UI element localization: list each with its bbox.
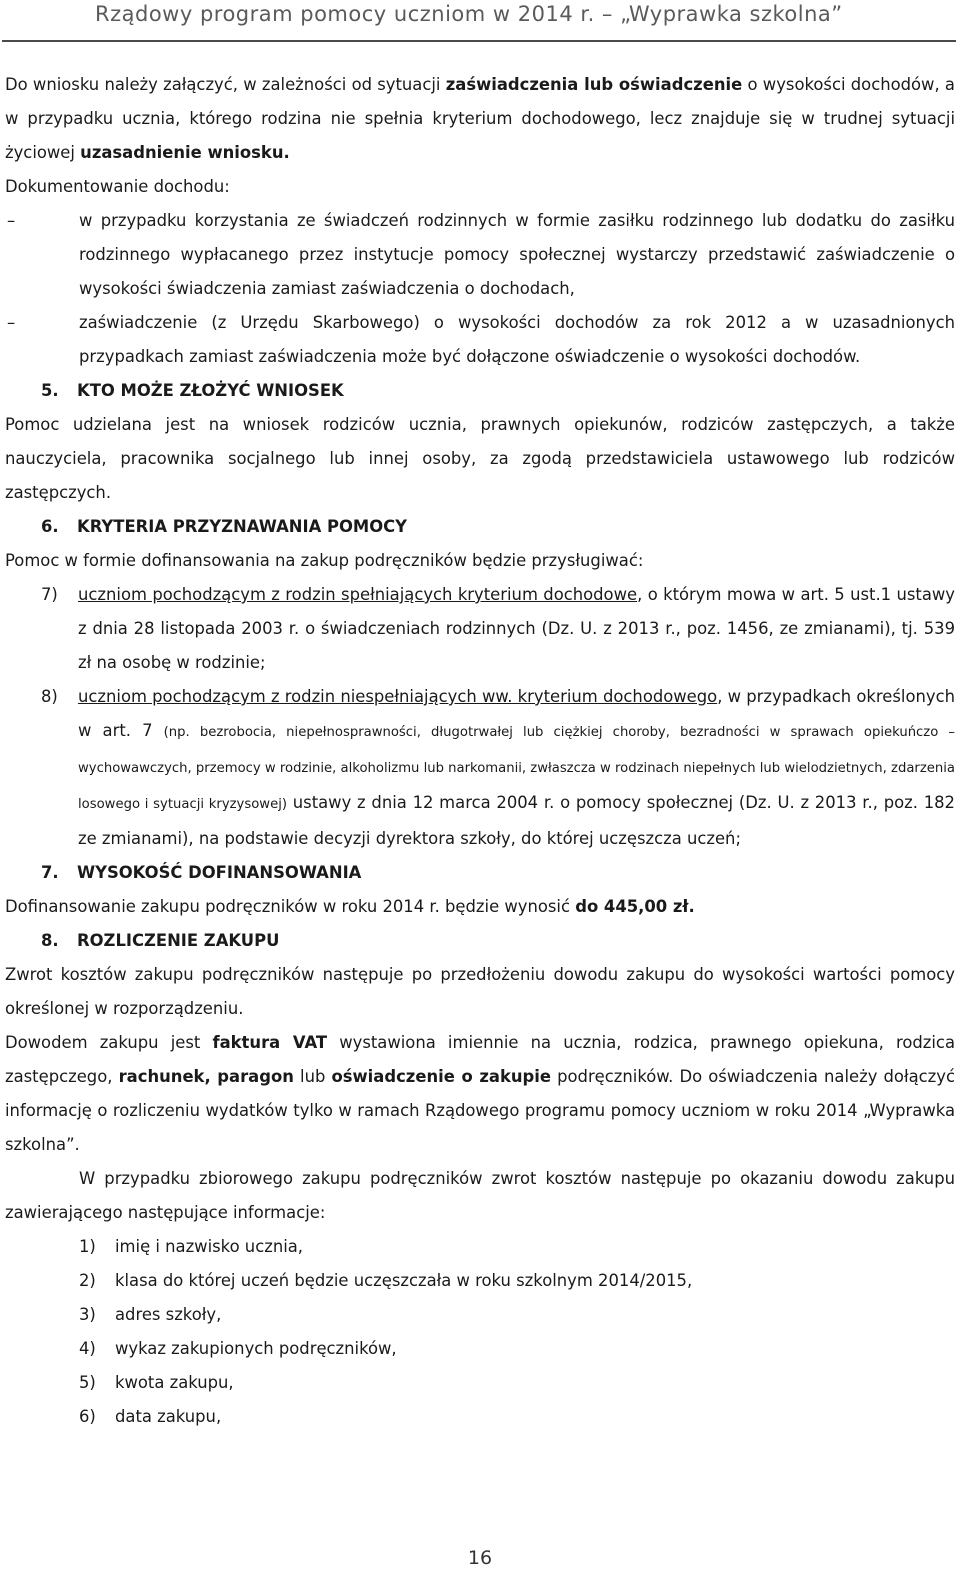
section-8-paragraph-3: W przypadku zbiorowego zakupu podręczników zwrot kosztów następuje po okazaniu dowodu zakupu zawierającego następujące informacje: bbox=[5, 1169, 955, 1222]
list-item bbox=[5, 1366, 955, 1400]
list-item bbox=[5, 1264, 955, 1298]
list-item-number: 6) bbox=[79, 1407, 96, 1426]
list-item bbox=[5, 1230, 955, 1264]
criteria-item-8: 8) uczniom pochodzącym z rodzin niespełniających ww. kryterium dochodowego, w przypadkach określonych w art. 7 (np. bezrobocia, niepełnosprawności, długotrwałej lub ciężkiej choroby, bezradności w sprawach opiekuńczo – wychowawczych, przemocy w rodzinie, alkoholizmu lub narkomanii, zwłaszcza w rodzinach niepełnych lub wielodzietnych, zdarzenia losowego i sytuacji kryzysowej) ustawy z dnia 12 marca 2004 r. o pomocy społecznej (Dz. U. z 2013 r., poz. 182 ze zmianami), na podstawie decyzji dyrektora szkoły, do której uczęszcza uczeń; bbox=[41, 687, 955, 848]
page-number: 16 bbox=[467, 1547, 493, 1569]
list-item-text: kwota zakupu, bbox=[115, 1373, 234, 1392]
list-item-text: adres szkoły, bbox=[115, 1305, 222, 1324]
list-item-text: imię i nazwisko ucznia, bbox=[115, 1237, 304, 1256]
income-doc-item-2: – zaświadczenie (z Urzędu Skarbowego) o wysokości dochodów za rok 2012 a w uzasadnionych przypadkach zamiast zaświadczenia może być dołączone oświadczenie o wysokości dochodów. bbox=[5, 306, 955, 374]
criteria-item-7: 7) uczniom pochodzącym z rodzin spełniających kryterium dochodowe, o którym mowa w art. 5 ust.1 ustawy z dnia 28 listopada 2003 r. o świadczeniach rodzinnych (Dz. U. z 2013 r., poz. 1456, ze zmianami), tj. 539 zł na osobę w rodzinie; bbox=[41, 585, 955, 672]
section-8-paragraph-1: Zwrot kosztów zakupu podręczników następuje po przedłożeniu dowodu zakupu do wysokości wartości pomocy określonej w rozporządzeniu. bbox=[5, 965, 955, 1018]
document-body bbox=[5, 68, 955, 1434]
section-5-heading: 5. KTO MOŻE ZŁOŻYĆ WNIOSEK bbox=[41, 381, 344, 400]
required-info-list bbox=[5, 1230, 955, 1434]
list-item-number: 3) bbox=[79, 1305, 96, 1324]
section-8-heading: 8. ROZLICZENIE ZAKUPU bbox=[41, 931, 280, 950]
list-item-text: wykaz zakupionych podręczników, bbox=[115, 1339, 397, 1358]
list-item-text: data zakupu, bbox=[115, 1407, 222, 1426]
list-item-text: klasa do której uczeń będzie uczęszczała w roku szkolnym 2014/2015, bbox=[115, 1271, 693, 1290]
section-6-heading: 6. KRYTERIA PRZYZNAWANIA POMOCY bbox=[41, 517, 408, 536]
list-item-number: 4) bbox=[79, 1339, 96, 1358]
section-6-lead: Pomoc w formie dofinansowania na zakup podręczników będzie przysługiwać: bbox=[5, 551, 644, 570]
list-item-number: 2) bbox=[79, 1271, 96, 1290]
header-title: Rządowy program pomocy uczniom w 2014 r. – „Wyprawka szkolna” bbox=[95, 2, 843, 26]
section-8-paragraph-2: Dowodem zakupu jest faktura VAT wystawiona imiennie na ucznia, rodzica, prawnego opiekuna, rodzica zastępczego, rachunek, paragon lub oświadczenie o zakupie podręczników. Do oświadczenia należy dołączyć informację o rozliczeniu wydatków tylko w ramach Rządowego programu pomocy uczniom w roku 2014 „Wyprawka szkolna”. bbox=[5, 1033, 955, 1154]
intro-paragraph: Do wniosku należy załączyć, w zależności od sytuacji zaświadczenia lub oświadczenie o wysokości dochodów, a w przypadku ucznia, którego rodzina nie spełnia kryterium dochodowego, lecz znajduje się w trudnej sytuacji życiowej uzasadnienie wniosku. bbox=[5, 75, 955, 162]
page-header bbox=[0, 0, 960, 48]
dash-marker: – bbox=[7, 313, 16, 332]
section-7-text: Dofinansowanie zakupu podręczników w roku 2014 r. będzie wynosić do 445,00 zł. bbox=[5, 897, 695, 916]
list-item bbox=[5, 1298, 955, 1332]
dash-marker: – bbox=[7, 211, 16, 230]
list-item bbox=[5, 1332, 955, 1366]
list-item-number: 1) bbox=[79, 1237, 96, 1256]
list-item bbox=[5, 1400, 955, 1434]
income-doc-item-1: – w przypadku korzystania ze świadczeń rodzinnych w formie zasiłku rodzinnego lub dodatku do zasiłku rodzinnego wypłacanego przez instytucje pomocy społecznej wystarczy przedstawić zaświadczenie o wysokości świadczenia zamiast zaświadczenia o dochodach, bbox=[5, 204, 955, 306]
list-item-number: 5) bbox=[79, 1373, 96, 1392]
header-divider bbox=[2, 40, 956, 42]
income-doc-label: Dokumentowanie dochodu: bbox=[5, 177, 230, 196]
section-7-heading: 7. WYSOKOŚĆ DOFINANSOWANIA bbox=[41, 863, 362, 882]
section-5-text: Pomoc udzielana jest na wniosek rodziców ucznia, prawnych opiekunów, rodziców zastępczych, a także nauczyciela, pracownika socjalnego lub innej osoby, za zgodą przedstawiciela ustawowego lub rodziców zastępczych. bbox=[5, 415, 955, 502]
